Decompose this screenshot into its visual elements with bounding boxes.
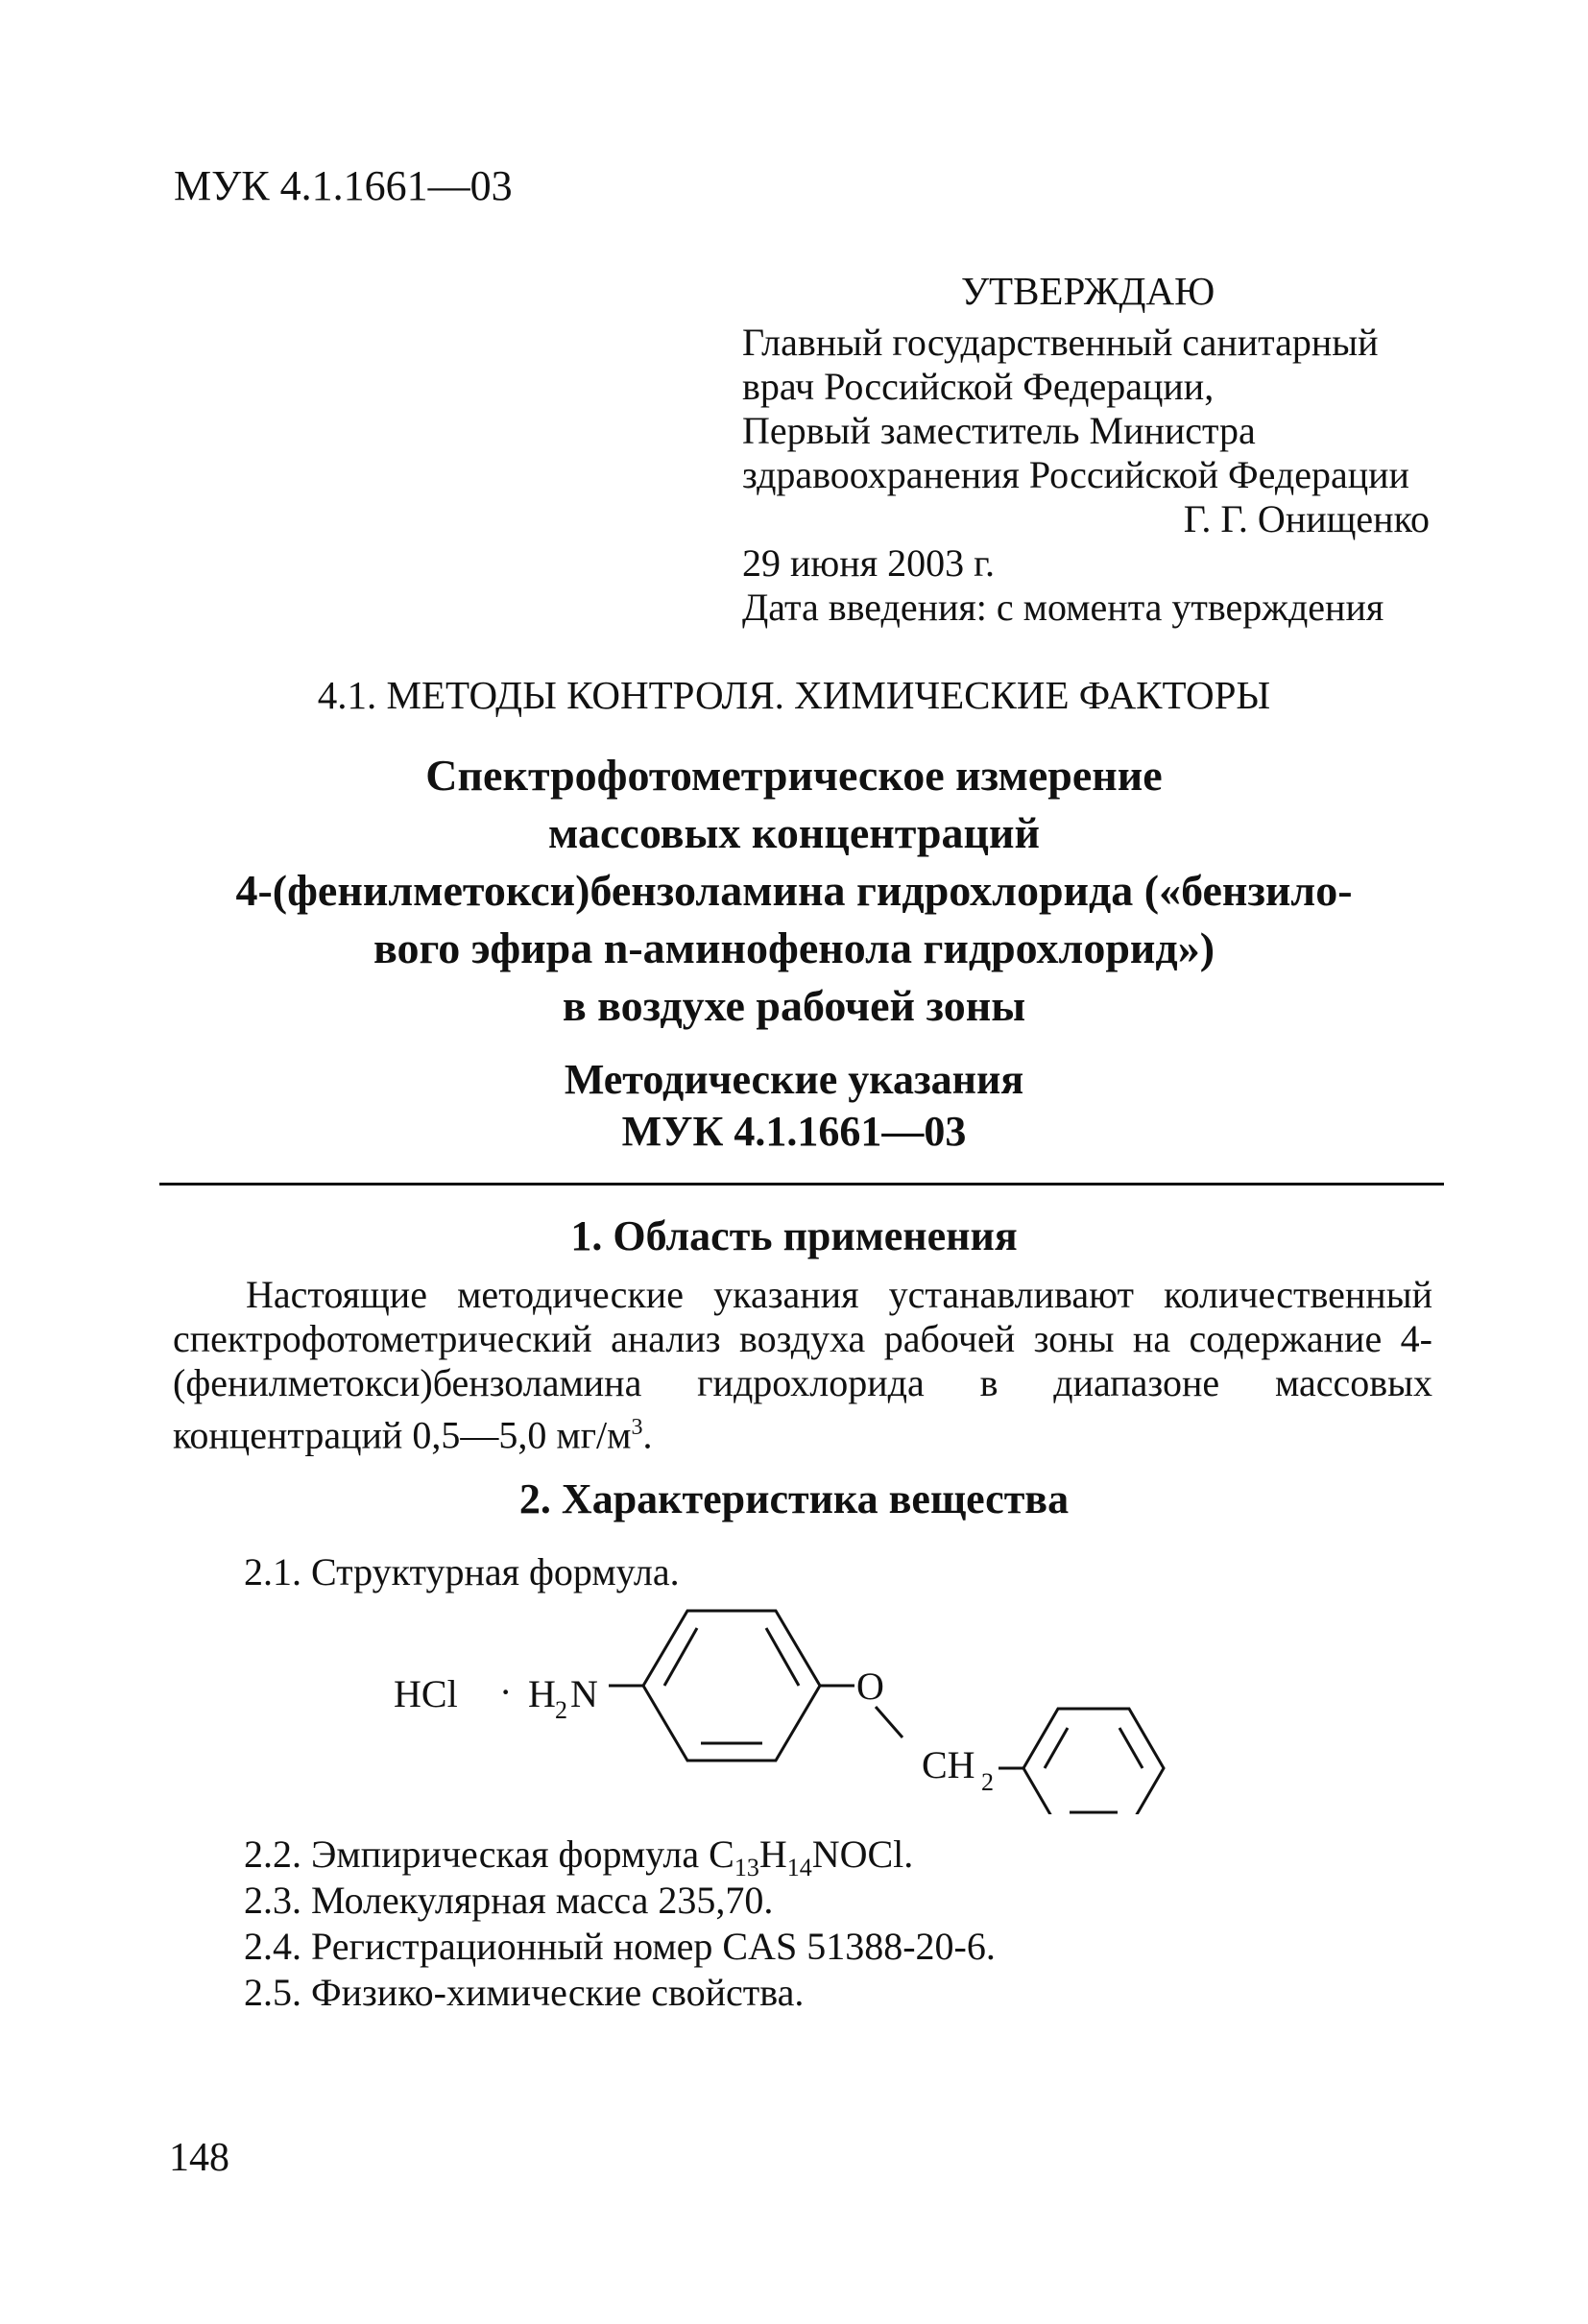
title-line: в воздухе рабочей зоны	[562, 981, 1026, 1030]
subtitle-kind: Методические указания	[564, 1056, 1024, 1103]
document-title	[0, 747, 1588, 1035]
formula-h-subscript: 2	[555, 1696, 567, 1724]
subtitle-code: МУК 4.1.1661—03	[621, 1108, 967, 1155]
approval-line: врач Российской Федерации,	[742, 365, 1215, 408]
item-2-2	[244, 1832, 913, 1882]
section-1-text: Настоящие методические указания устанавливают количественный спектрофотометрический анализ воздуха рабочей зоны на содержание 4-(фенилметокси)бензоламина гидрохлорида в диапазоне массовых концентраций 0,5—5,0 мг/м	[173, 1273, 1432, 1457]
approval-signer: Г. Г. Онищенко	[1183, 497, 1430, 540]
structural-formula	[384, 1593, 1248, 1814]
formula-h: H	[528, 1672, 556, 1715]
benzene-ring-2	[1023, 1709, 1164, 1814]
item-2-1: 2.1. Структурная формула.	[244, 1550, 680, 1593]
section-1-text-end: .	[642, 1413, 653, 1457]
approval-block	[742, 269, 1443, 630]
category-heading: 4.1. МЕТОДЫ КОНТРОЛЯ. ХИМИЧЕСКИЕ ФАКТОРЫ	[317, 673, 1271, 717]
title-line: 4-(фенилметокси)бензоламина гидрохлорида («бензило-	[235, 866, 1353, 915]
item-2-4: 2.4. Регистрационный номер CAS 51388-20-6.	[244, 1925, 996, 1968]
empirical-formula-prefix: 2.2. Эмпирическая формула C	[244, 1833, 734, 1876]
section-1-paragraph	[173, 1273, 1432, 1457]
formula-dot: ·	[499, 1670, 513, 1713]
empirical-sub-h: 14	[786, 1854, 812, 1881]
approval-date: 29 июня 2003 г.	[742, 541, 995, 585]
approval-heading: УТВЕРЖДАЮ	[961, 269, 1215, 313]
introduction-date: Дата введения: с момента утверждения	[742, 586, 1384, 629]
formula-ch-subscript: 2	[981, 1768, 994, 1796]
approval-line: Главный государственный санитарный	[742, 321, 1379, 364]
title-line: вого эфира n-аминофенола гидрохлорид»)	[373, 923, 1215, 972]
formula-ch: CH	[922, 1743, 975, 1786]
empirical-sub-c: 13	[734, 1854, 759, 1881]
title-line: массовых концентраций	[547, 808, 1041, 857]
approval-line: здравоохранения Российской Федерации	[742, 453, 1409, 496]
unit-superscript: 3	[631, 1415, 643, 1440]
title-line: Спектрофотометрическое измерение	[425, 751, 1163, 800]
approval-line: Первый заместитель Министра	[742, 409, 1256, 452]
item-2-5: 2.5. Физико-химические свойства.	[244, 1971, 805, 2014]
section-2-heading: 2. Характеристика вещества	[518, 1475, 1070, 1522]
formula-n: N	[570, 1672, 598, 1715]
benzene-ring-1	[643, 1611, 820, 1761]
empirical-end: NOCl.	[811, 1833, 914, 1876]
page-number: 148	[169, 2136, 229, 2180]
document-code: МУК 4.1.1661—03	[174, 162, 513, 209]
formula-o: O	[856, 1665, 884, 1708]
o-ch2-bond	[876, 1707, 902, 1737]
formula-hcl: HCl	[394, 1672, 458, 1715]
section-1-heading: 1. Область применения	[570, 1212, 1018, 1259]
item-2-3: 2.3. Молекулярная масса 235,70.	[244, 1879, 774, 1922]
empirical-h: H	[758, 1833, 787, 1876]
horizontal-rule	[159, 1183, 1444, 1186]
document-subtitle	[0, 1054, 1588, 1158]
